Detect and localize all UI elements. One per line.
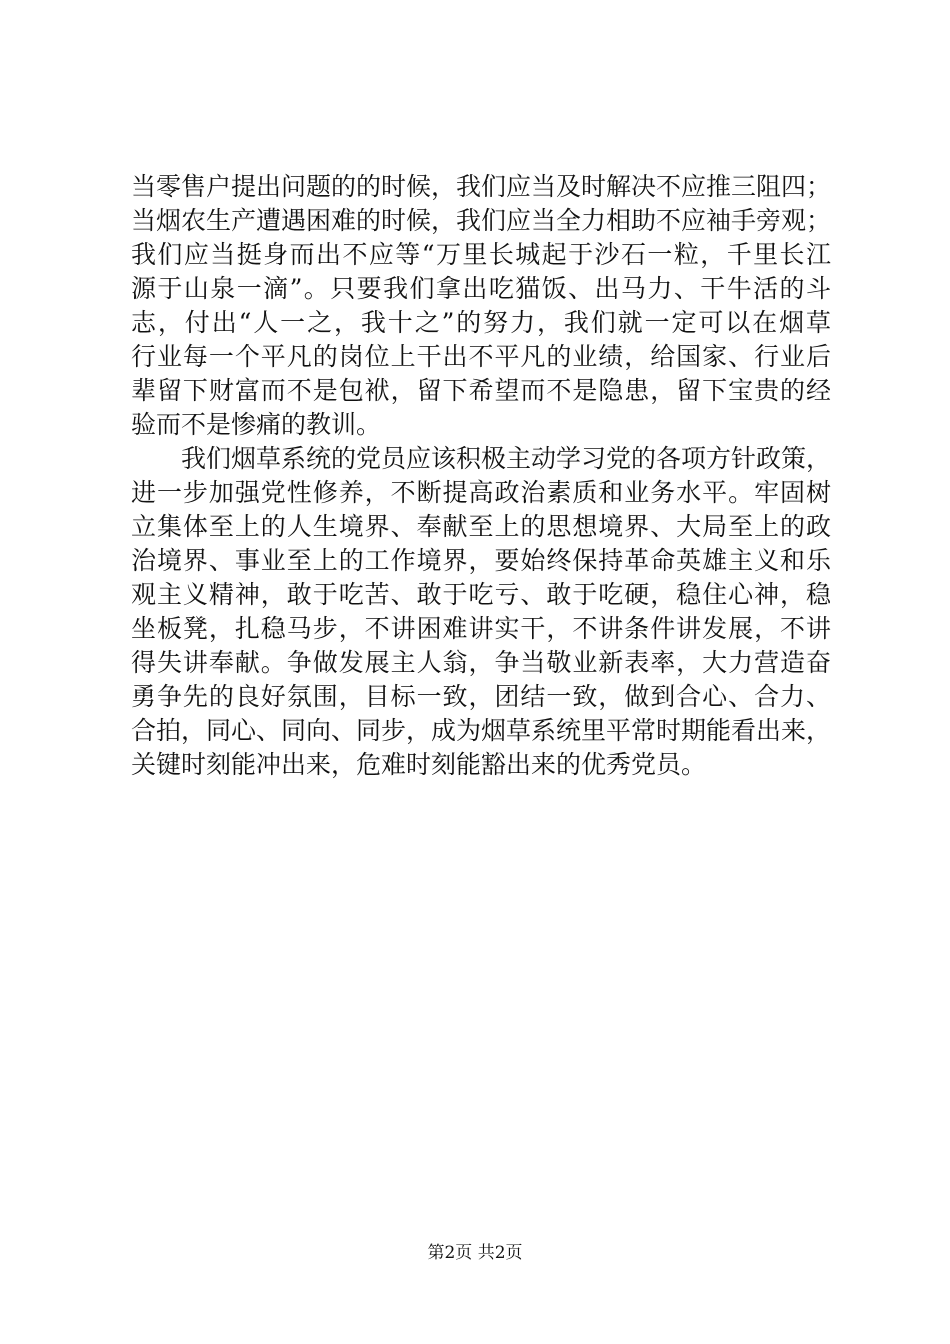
text-line: 当零售户提出问题的的时候，我们应当及时解决不应推三阻四； (131, 172, 832, 201)
text-line: 行业每一个平凡的岗位上干出不平凡的业绩，给国家、行业后 (131, 342, 831, 371)
text-line: 志，付出“人一之，我十之”的努力，我们就一定可以在烟草 (131, 308, 831, 337)
text-line: 源于山泉一滴”。只要我们拿出吃猫饭、出马力、干牛活的斗 (131, 274, 831, 303)
text-line: 勇争先的良好氛围，目标一致，团结一致，做到合心、合力、 (131, 682, 831, 711)
text-line: 得失讲奉献。争做发展主人翁，争当敬业新表率，大力营造奋 (131, 648, 831, 677)
text-line: 当烟农生产遭遇困难的时候，我们应当全力相助不应袖手旁观； (131, 206, 832, 235)
page-footer (0, 1243, 950, 1263)
text-line: 观主义精神，敢于吃苦、敢于吃亏、敢于吃硬，稳住心神，稳 (131, 580, 831, 609)
text-line: 合拍，同心、同向、同步，成为烟草系统里平常时期能看出来， (131, 716, 832, 745)
page-indicator: 第2页 共2页 (427, 1243, 523, 1263)
text-line: 辈留下财富而不是包袱，留下希望而不是隐患，留下宝贵的经 (131, 376, 831, 405)
text-line: 关键时刻能冲出来，危难时刻能豁出来的优秀党员。 (131, 750, 707, 779)
text-line: 治境界、事业至上的工作境界，要始终保持革命英雄主义和乐 (131, 546, 831, 575)
text-line: 坐板凳，扎稳马步，不讲困难讲实干，不讲条件讲发展，不讲 (131, 614, 831, 643)
text-line: 验而不是惨痛的教训。 (131, 410, 382, 439)
text-line: 我们应当挺身而出不应等“万里长城起于沙石一粒，千里长江 (131, 240, 831, 269)
text-line: 进一步加强党性修养，不断提高政治素质和业务水平。牢固树 (131, 478, 831, 507)
text-line: 立集体至上的人生境界、奉献至上的思想境界、大局至上的政 (131, 512, 831, 541)
body-text (131, 170, 831, 782)
text-line: 我们烟草系统的党员应该积极主动学习党的各项方针政策， (181, 444, 832, 473)
